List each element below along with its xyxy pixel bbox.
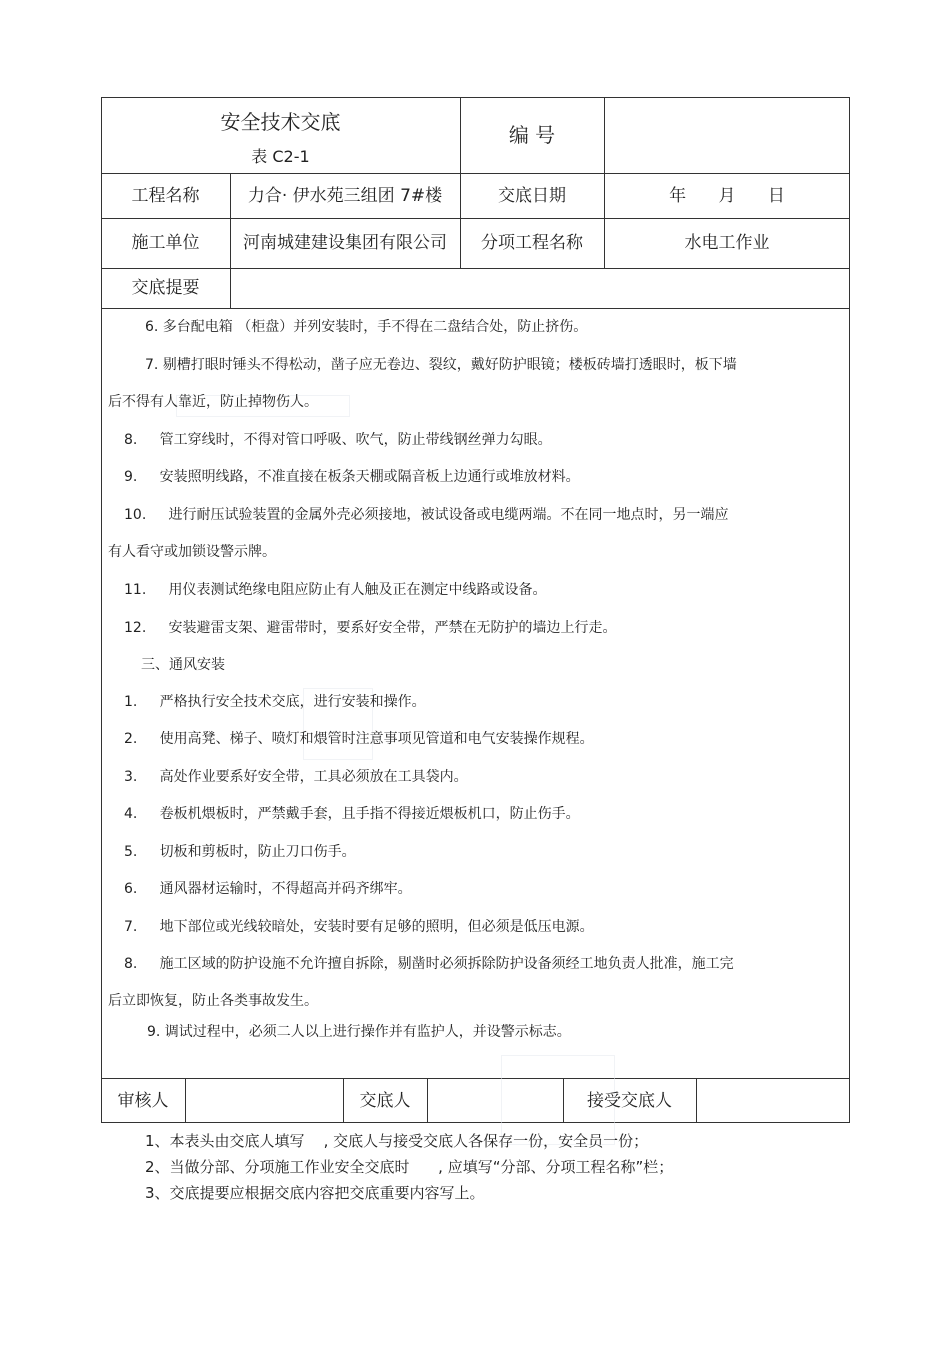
content-line: 9. 调试过程中，必须二人以上进行操作并有监护人，并设警示标志。 xyxy=(147,1024,571,1040)
content-line: 3. 高处作业要系好安全带，工具必须放在工具袋内。 xyxy=(124,769,468,785)
summary-label: 交底提要 xyxy=(131,278,200,298)
footnote: 3、交底提要应根据交底内容把交底重要内容写上。 xyxy=(145,1184,485,1202)
content-line: 后立即恢复，防止各类事故发生。 xyxy=(108,993,318,1009)
project-name-label: 工程名称 xyxy=(131,185,200,206)
content-line: 9. 安装照明线路，不准直接在板条天棚或隔音板上边通行或堆放材料。 xyxy=(124,469,580,485)
content-line: 8. 施工区域的防护设施不允许擅自拆除，剔凿时必须拆除防护设备须经工地负责人批准，施工完 xyxy=(124,956,734,972)
unit-value[interactable]: 河南城建建设集团有限公司 xyxy=(243,232,447,253)
section-heading: 三、通风安装 xyxy=(141,657,225,673)
project-name-value[interactable]: 力合· 伊水苑三组团 7#楼 xyxy=(247,185,443,206)
content-line: 6. 通风器材运输时，不得超高并码齐绑牢。 xyxy=(124,881,412,897)
row-divider xyxy=(101,308,850,309)
footnote: 1、本表头由交底人填写 , 交底人与接受交底人各保存一份，安全员一份； xyxy=(145,1132,649,1150)
date-label: 交底日期 xyxy=(498,185,566,206)
content-line: 4. 卷板机煨板时，严禁戴手套，且手指不得接近煨板机口，防止伤手。 xyxy=(124,806,580,822)
content-line: 11. 用仪表测试绝缘电阻应防止有人触及正在测定中线路或设备。 xyxy=(124,582,547,598)
content-line: 10. 进行耐压试验装置的金属外壳必须接地，被试设备或电缆两端。不在同一地点时，另一端应 xyxy=(124,507,729,523)
content-line: 12. 安装避雷支架、避雷带时，要系好安全带，严禁在无防护的墙边上行走。 xyxy=(124,620,617,636)
form-title: 安全技术交底 xyxy=(220,110,341,134)
content-line: 有人看守或加锁设警示牌。 xyxy=(108,544,276,560)
footnote: 2、当做分部、分项施工作业安全交底时 , 应填写“分部、分项工程名称”栏； xyxy=(145,1158,674,1176)
content-line: 6. 多台配电箱 （柜盘）并列安装时，手不得在二盘结合处，防止挤伤。 xyxy=(145,319,588,335)
content-line: 5. 切板和剪板时，防止刀口伤手。 xyxy=(124,844,356,860)
discloser-value[interactable] xyxy=(427,1078,563,1123)
content-line: 后不得有人靠近，防止掉物伤人。 xyxy=(108,394,318,410)
unit-label: 施工单位 xyxy=(131,233,200,253)
content-line: 2. 使用高凳、梯子、喷灯和煨管时注意事项见管道和电气安装操作规程。 xyxy=(124,731,594,747)
subitem-label: 分项工程名称 xyxy=(481,233,583,253)
number-value[interactable] xyxy=(604,97,850,173)
subitem-value[interactable]: 水电工作业 xyxy=(684,233,770,253)
reviewer-label: 审核人 xyxy=(117,1090,169,1111)
date-value[interactable]: 年 月 日 xyxy=(669,185,785,206)
number-label: 编 号 xyxy=(508,123,556,147)
content-line: 7. 地下部位或光线较暗处，安装时要有足够的照明，但必须是低压电源。 xyxy=(124,919,594,935)
receiver-value[interactable] xyxy=(696,1078,850,1123)
discloser-label: 交底人 xyxy=(359,1090,411,1111)
content-line: 8. 管工穿线时，不得对管口呼吸、吹气，防止带线钢丝弹力勾眼。 xyxy=(124,432,552,448)
summary-value[interactable] xyxy=(230,268,850,308)
reviewer-value[interactable] xyxy=(185,1078,343,1123)
content-line: 1. 严格执行安全技术交底，进行安装和操作。 xyxy=(124,694,426,710)
receiver-label: 接受交底人 xyxy=(587,1090,672,1111)
content-line: 7. 剔槽打眼时锤头不得松动，凿子应无卷边、裂纹，戴好防护眼镜；楼板砖墙打透眼时，板下墙 xyxy=(145,357,737,373)
form-number: 表 C2-1 xyxy=(251,147,310,166)
